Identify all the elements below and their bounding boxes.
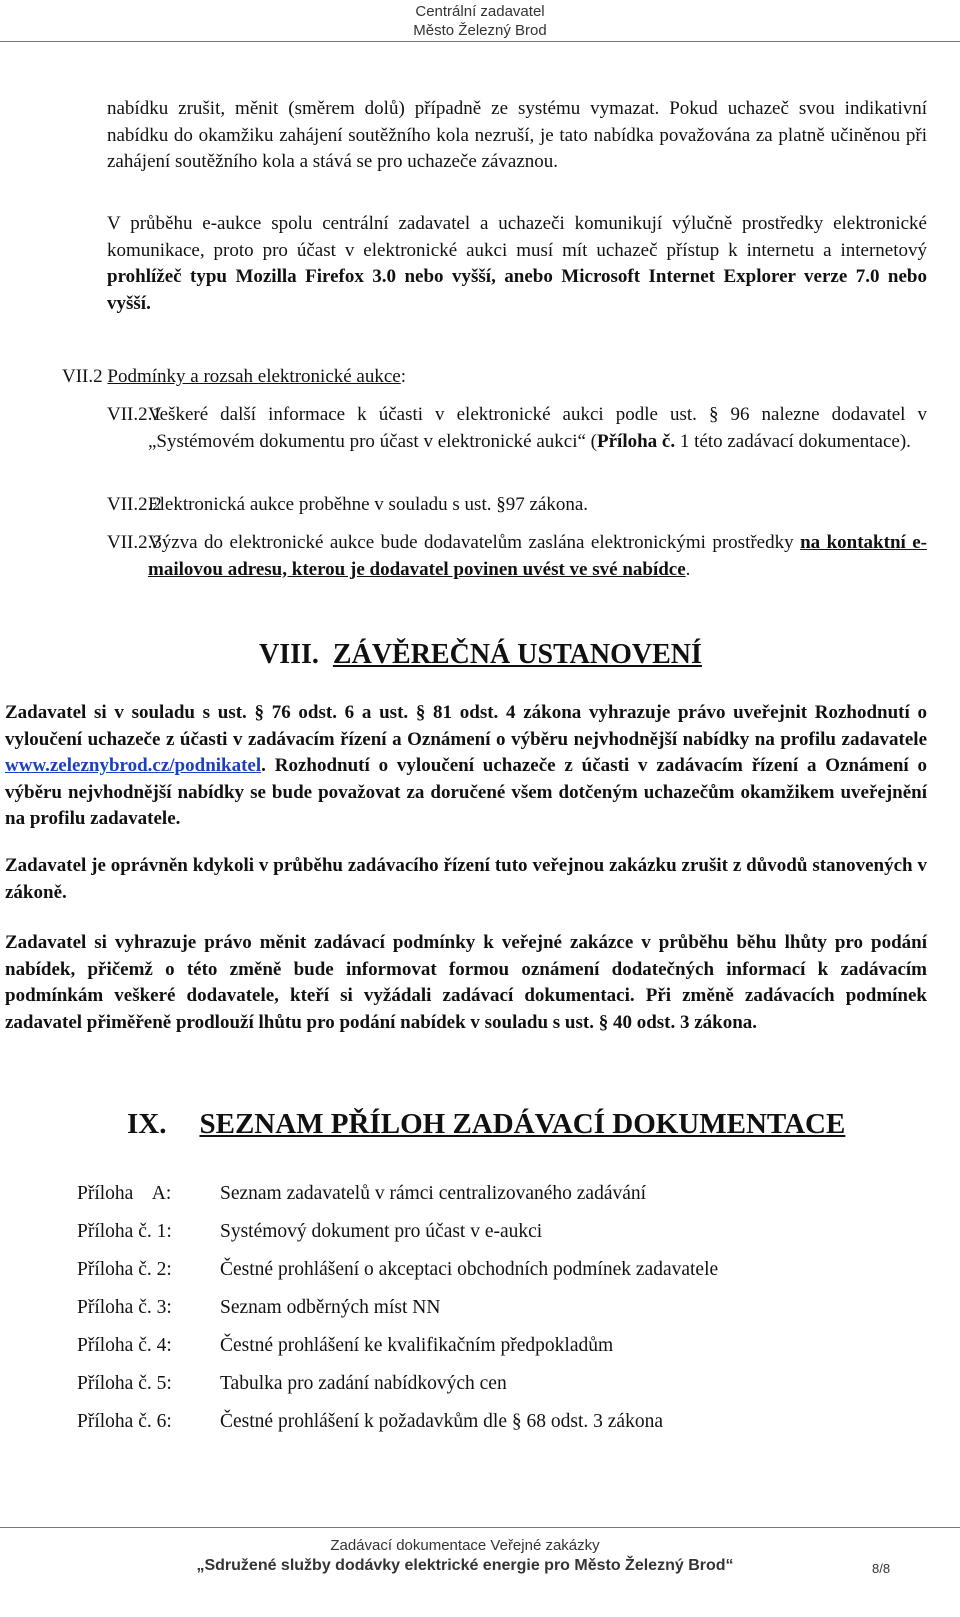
paragraph-change-conditions: Zadavatel si vyhrazuje právo měnit zadávací podmínky k veřejné zakázce v průběhu běhu lhůty pro podání nabídek, přičemž o této změně bude informovat formou oznámení dodatečných informací k zadávacím podmínkám veškeré dodavatele, kteří si vyžádali zadávací dokumentaci. Při změně zadávacích podmínek zadavatel přiměřeně prodlouží lhůtu pro podání nabídek v souladu s ust. § 40 odst. 3 zákona. <box>5 932 927 1033</box>
item-number: VII.2.3 <box>107 532 162 553</box>
item-text-underlined: na kontaktní e-mailovou adresu, kterou je dodavatel povinen uvést ve své nabídce <box>148 532 928 580</box>
footer-line-2: „Sdružené služby dodávky elektrické energie pro Město Železný Brod“ <box>196 1557 734 1574</box>
item-text-vii-2-1 <box>148 402 927 455</box>
header-line-2: Město Železný Brod <box>413 22 547 39</box>
section-heading-ix <box>127 1108 845 1141</box>
paragraph-cancel-right: Zadavatel je oprávněn kdykoli v průběhu zadávacího řízení tuto veřejnou zakázku zrušit z důvodů stanovených v zákoně. <box>5 855 927 903</box>
appendix-label: Příloha č. 2: <box>77 1259 172 1280</box>
section-heading-viii <box>259 639 702 671</box>
appendix-title: Systémový dokument pro účast v e-aukci <box>220 1221 543 1242</box>
section-title: SEZNAM PŘÍLOH ZADÁVACÍ DOKUMENTACE <box>199 1108 846 1140</box>
appendix-label: Příloha A: <box>77 1183 172 1204</box>
paragraph-text: . Rozhodnutí o vyloučení uchazeče z účasti v zadávacím řízení a Oznámení o výběru nejvhodnější nabídky se bude považovat za doručené všem dotčeným uchazečům okamžikem uveřejnění na profilu zadavatele. <box>5 755 927 829</box>
browser-requirements-text: V průběhu e-aukce spolu centrální zadavatel a uchazeči komunikují výlučně prostředky elektronické komunikace, proto pro účast v elektronické aukci musí mít uchazeč přístup k internetu a internetový <box>107 213 927 261</box>
appendix-title: Čestné prohlášení ke kvalifikačním předpokladům <box>220 1335 614 1356</box>
profile-link[interactable]: www.zeleznybrod.cz/podnikatel <box>5 755 262 776</box>
appendix-label: Příloha č. 5: <box>77 1373 172 1394</box>
appendix-title: Seznam zadavatelů v rámci centralizovaného zadávání <box>220 1183 647 1204</box>
appendix-title: Tabulka pro zadání nabídkových cen <box>220 1373 507 1394</box>
browser-requirements-bold: prohlížeč typu Mozilla Firefox 3.0 nebo vyšší, anebo Microsoft Internet Explorer verze 7.0 nebo vyšší. <box>107 266 927 314</box>
section-heading-vii-2 <box>62 364 406 390</box>
section-number: VII.2 <box>62 366 103 387</box>
header-divider <box>0 41 960 42</box>
paragraph-publication-right <box>5 700 927 833</box>
header-line-1: Centrální zadavatel <box>415 3 545 20</box>
paragraph-browser-requirements <box>107 211 927 317</box>
appendix-label: Příloha č. 6: <box>77 1411 172 1432</box>
appendix-label: Příloha č. 4: <box>77 1335 172 1356</box>
appendix-label: Příloha č. 3: <box>77 1297 172 1318</box>
footer-line-1: Zadávací dokumentace Veřejné zakázky <box>330 1537 600 1554</box>
appendix-title: Čestné prohlášení o akceptaci obchodních podmínek zadavatele <box>220 1259 719 1280</box>
item-text-bold: Příloha č. <box>597 430 676 452</box>
section-colon: : <box>400 366 407 387</box>
paragraph-indicative-offer: nabídku zrušit, měnit (směrem dolů) případně ze systému vymazat. Pokud uchazeč svou indikativní nabídku do okamžiku zahájení soutěžního kola nezruší, je tato nabídka považována za platně učiněnou při zahájení soutěžního kola a stává se pro uchazeče závaznou. <box>107 98 927 172</box>
item-text-part: 1 této zadávací dokumentace). <box>675 430 911 452</box>
item-text-vii-2-2: Elektronická aukce proběhne v souladu s ust. §97 zákona. <box>148 494 589 515</box>
section-number: VIII. <box>259 639 319 670</box>
item-text-part: Výzva do elektronické aukce bude dodavatelům zaslána elektronickými prostředky <box>148 532 801 553</box>
item-text-vii-2-3 <box>148 530 927 583</box>
section-title: ZÁVĚREČNÁ USTANOVENÍ <box>332 639 702 670</box>
item-number: VII.2.1 <box>107 404 162 425</box>
section-title: Podmínky a rozsah elektronické aukce <box>107 366 401 387</box>
item-text-part: . <box>685 558 691 580</box>
footer-divider <box>0 1527 960 1528</box>
page-number: 8/8 <box>872 1561 891 1576</box>
appendix-label: Příloha č. 1: <box>77 1221 172 1242</box>
appendix-title: Čestné prohlášení k požadavkům dle § 68 odst. 3 zákona <box>220 1411 663 1432</box>
section-number: IX. <box>127 1108 167 1140</box>
paragraph-text: Zadavatel si v souladu s ust. § 76 odst. 6 a ust. § 81 odst. 4 zákona vyhrazuje právo uveřejnit Rozhodnutí o vyloučení uchazeče z účasti v zadávacím řízení a Oznámení o výběru nejvhodnější nabídky na profilu zadavatele <box>5 702 927 750</box>
item-number: VII.2.2 <box>107 494 162 515</box>
item-text-part: Veškeré další informace k účasti v elektronické aukci podle ust. § 96 nalezne dodavatel v „Systémovém dokumentu pro účast v elektronické aukci“ ( <box>148 404 927 452</box>
appendix-title: Seznam odběrných míst NN <box>220 1297 441 1318</box>
